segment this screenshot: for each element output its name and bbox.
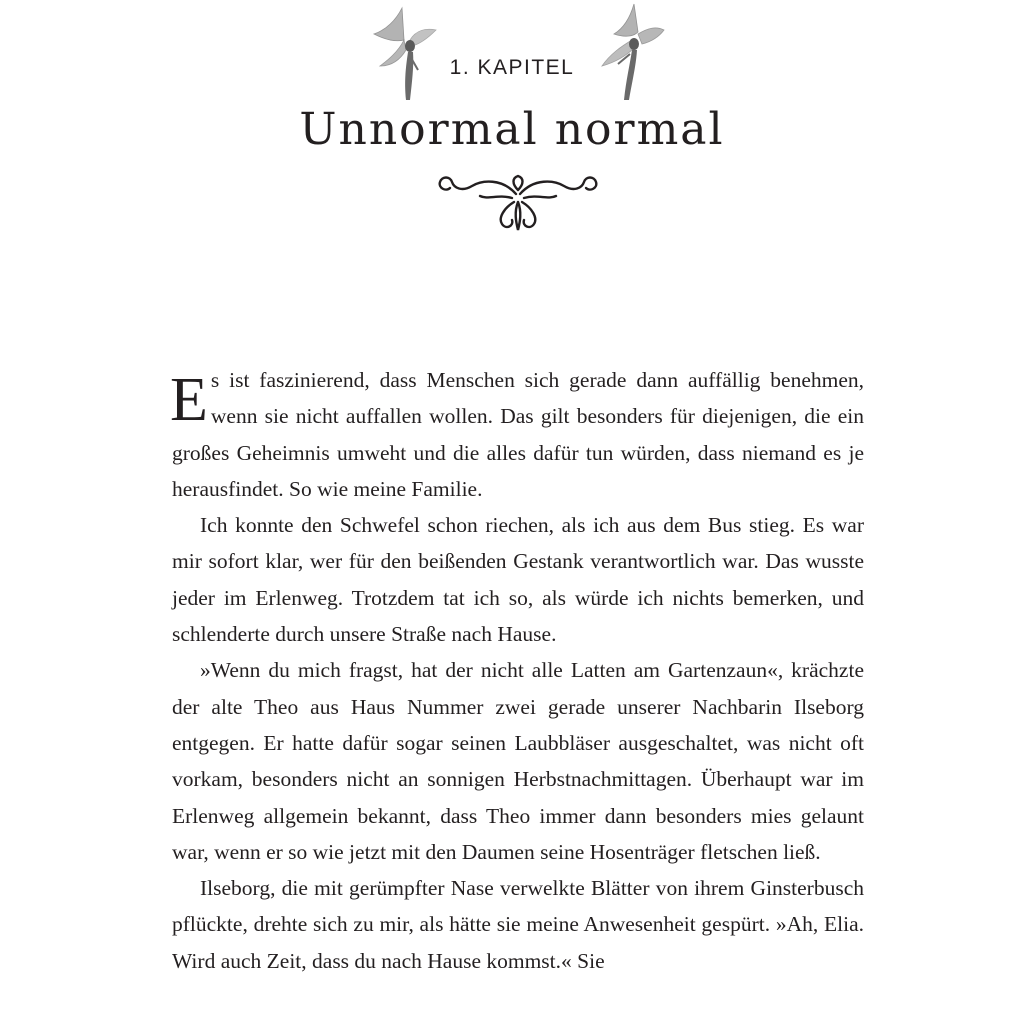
paragraph — [172, 362, 864, 507]
chapter-label: 1. KAPITEL — [449, 56, 575, 79]
paragraph: Ilseborg, die mit gerümpfter Nase verwelkte Blätter von ihrem Ginsterbusch pflückte, drehte sich zu mir, als hätte sie meine Anwesenheit gespürt. »Ah, Elia. Wird auch Zeit, dass du nach Hause kommst.« Sie — [172, 876, 864, 973]
fairy-icon — [366, 0, 438, 104]
fairy-icon — [594, 0, 666, 104]
chapter-title: Unnormal normal — [299, 104, 725, 155]
chapter-body — [172, 362, 864, 979]
paragraph: Ich konnte den Schwefel schon riechen, als ich aus dem Bus stieg. Es war mir sofort klar, wer für den beißenden Gestank verantwortlich war. Das wusste jeder im Erlenweg. Trotzdem tat ich so, als würde ich nichts bemerken, und schlenderte durch unsere Straße nach Hause. — [172, 513, 864, 647]
paragraph-text: s ist faszinierend, dass Menschen sich gerade dann auffällig benehmen, wenn sie nicht auffallen wollen. Das gilt besonders für diejenigen, die ein großes Geheimnis umweht und die alles dafür tun würden, dass niemand es je herausfindet. So wie meine Familie. — [172, 368, 864, 501]
flourish-ornament-icon — [432, 172, 604, 234]
paragraph: »Wenn du mich fragst, hat der nicht alle Latten am Gartenzaun«, krächzte der alte Theo aus Haus Nummer zwei gerade unserer Nachbarin Ilseborg entgegen. Er hatte dafür sogar seinen Laubbläser ausgeschaltet, was nicht oft vorkam, besonders nicht an sonnigen Herbstnachmittagen. Überhaupt war im Erlenweg allgemein bekannt, dass Theo immer dann besonders mies gelaunt war, wenn er so wie jetzt mit den Daumen seine Hosenträger fletschen ließ. — [172, 658, 864, 864]
drop-cap: E — [170, 366, 208, 434]
